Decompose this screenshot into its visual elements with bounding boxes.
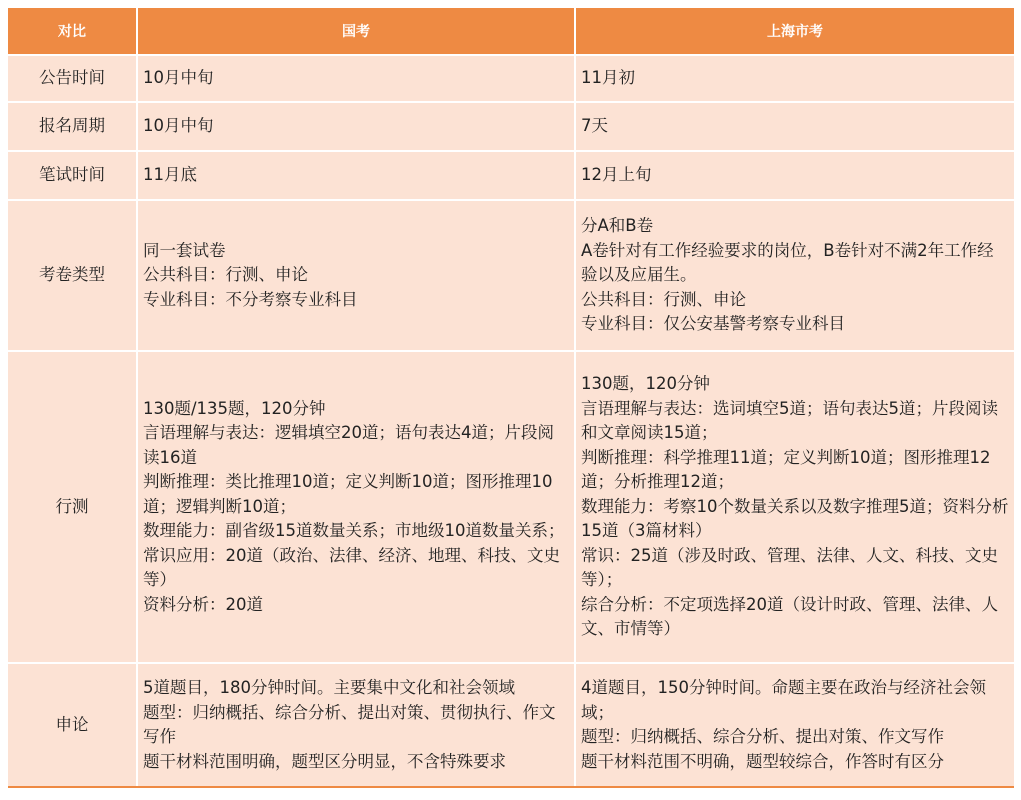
header-compare: 对比 — [8, 8, 137, 55]
cell-line: 判断推理：类比推理10道；定义判断10道；图形推理10道；逻辑判断10道； — [143, 472, 553, 516]
row-label: 考卷类型 — [8, 200, 137, 351]
cell-shanghai — [575, 200, 1014, 351]
cell-line: 公共科目：行测、申论 — [143, 265, 308, 285]
cell-line: 题干材料范围明确，题型区分明显，不含特殊要求 — [143, 751, 506, 771]
comparison-table — [8, 8, 1014, 788]
cell-line: 7天 — [581, 116, 608, 136]
table-row — [8, 102, 1014, 151]
cell-line: 130题/135题，120分钟 — [143, 398, 326, 418]
cell-guokao — [137, 55, 575, 102]
cell-line: 11月初 — [581, 68, 635, 88]
row-label: 笔试时间 — [8, 151, 137, 200]
cell-line: 资料分析：20道 — [143, 594, 263, 614]
cell-line: 4道题目，150分钟时间。命题主要在政治与经济社会领域； — [581, 678, 986, 722]
cell-line: 10月中旬 — [143, 68, 214, 88]
cell-line: 综合分析：不定项选择20道（设计时政、管理、法律、人文、市情等） — [581, 594, 998, 639]
cell-line: 判断推理：科学推理11道；定义判断10道；图形推理12道；分析推理12道； — [581, 447, 991, 492]
cell-line: 5道题目，180分钟时间。主要集中文化和社会领域 — [143, 678, 515, 697]
table-row — [8, 663, 1014, 787]
table-row — [8, 351, 1014, 663]
header-shanghai: 上海市考 — [575, 8, 1014, 55]
cell-shanghai — [575, 663, 1014, 787]
cell-line: 常识：25道（涉及时政、管理、法律、人文、科技、文史等）； — [581, 545, 998, 590]
cell-line: 题型：归纳概括、综合分析、提出对策、贯彻执行、作文写作 — [143, 702, 556, 746]
cell-line: 题型：归纳概括、综合分析、提出对策、作文写作 — [581, 727, 944, 746]
cell-guokao — [137, 151, 575, 200]
cell-line: 12月上旬 — [581, 165, 652, 185]
cell-line: 言语理解与表达：选词填空5道；语句表达5道；片段阅读和文章阅读15道； — [581, 398, 998, 443]
cell-line: 题干材料范围不明确，题型较综合，作答时有区分 — [581, 751, 944, 771]
header-guokao: 国考 — [137, 8, 575, 55]
cell-guokao — [137, 351, 575, 663]
row-label: 公告时间 — [8, 55, 137, 102]
cell-line: 10月中旬 — [143, 116, 214, 136]
cell-guokao — [137, 663, 575, 787]
cell-line: 同一套试卷 — [143, 240, 226, 260]
cell-line: 数理能力：考察10个数量关系以及数字推理5道；资料分析15道（3篇材料） — [581, 496, 1009, 541]
cell-guokao — [137, 102, 575, 151]
cell-shanghai — [575, 351, 1014, 663]
cell-line: 专业科目：仅公安基警考察专业科目 — [581, 314, 845, 334]
cell-line: 分A和B卷 — [581, 216, 654, 236]
row-label: 报名周期 — [8, 102, 137, 151]
table-row — [8, 55, 1014, 102]
table-row — [8, 200, 1014, 351]
cell-line: A卷针对有工作经验要求的岗位，B卷针对不满2年工作经验以及应届生。 — [581, 240, 994, 285]
cell-line: 专业科目：不分考察专业科目 — [143, 289, 358, 309]
cell-line: 常识应用：20道（政治、法律、经济、地理、科技、文史等） — [143, 545, 560, 590]
cell-line: 11月底 — [143, 165, 197, 185]
row-label: 申论 — [8, 663, 137, 787]
table-row — [8, 151, 1014, 200]
table-header-row — [8, 8, 1014, 55]
cell-shanghai — [575, 55, 1014, 102]
cell-line: 言语理解与表达：逻辑填空20道；语句表达4道；片段阅读16道 — [143, 423, 554, 467]
cell-line: 130题，120分钟 — [581, 374, 710, 394]
cell-guokao — [137, 200, 575, 351]
cell-shanghai — [575, 102, 1014, 151]
table-body — [8, 55, 1014, 787]
cell-line: 公共科目：行测、申论 — [581, 289, 746, 309]
cell-shanghai — [575, 151, 1014, 200]
cell-line: 数理能力：副省级15道数量关系；市地级10道数量关系； — [143, 521, 565, 541]
row-label: 行测 — [8, 351, 137, 663]
